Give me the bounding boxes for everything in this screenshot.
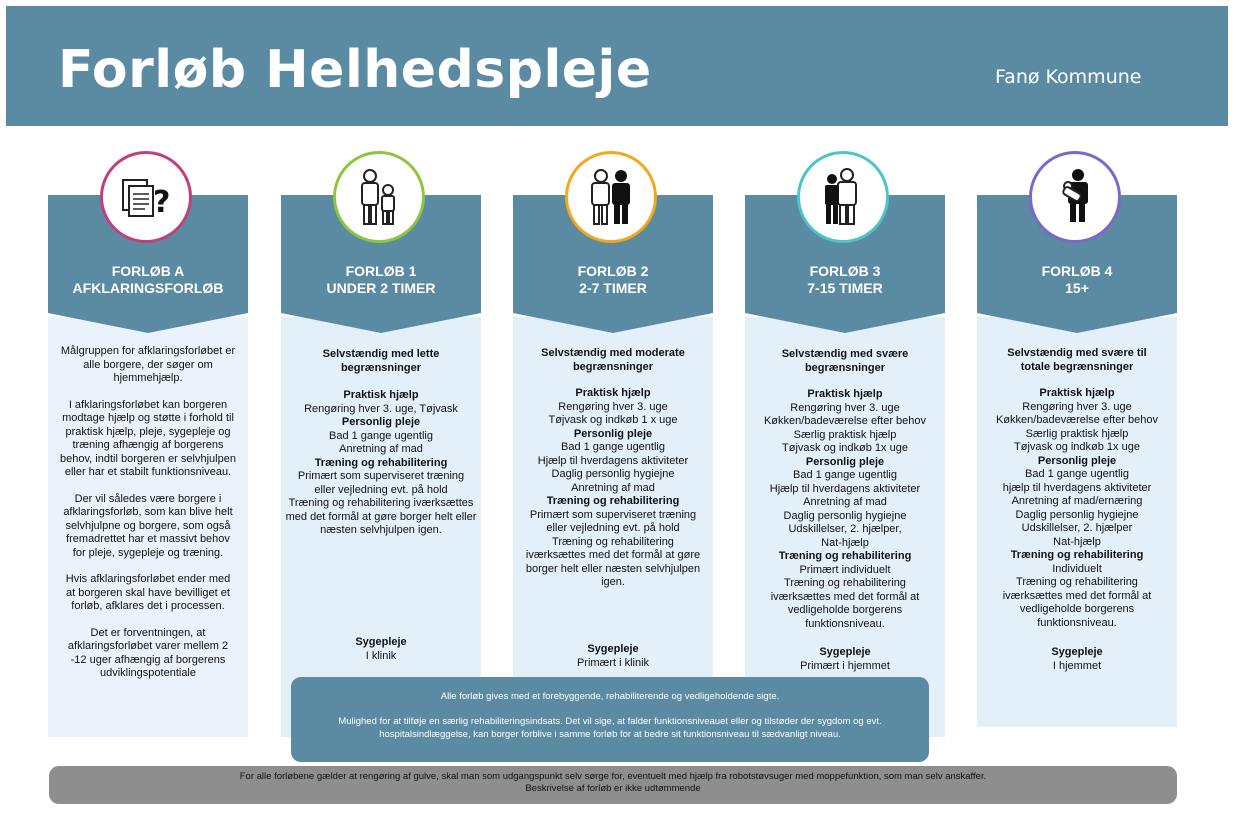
service-item: Primært som superviseret træning eller vejledning evt. på hold (529, 508, 697, 534)
municipality-name: Fanø Kommune (995, 66, 1142, 88)
documents-question-icon (100, 151, 192, 243)
service-item: Anretning af mad (803, 496, 887, 508)
service-item: Tøjvask og indkøb 1x uge (1014, 441, 1140, 453)
service-item: Bad 1 gange ugentlig (1025, 468, 1129, 480)
section-title-praktisk: Praktisk hjælp (343, 389, 419, 401)
sygepleje-block (745, 646, 945, 673)
service-item: Særlig praktisk hjælp (1025, 427, 1129, 440)
service-item: Daglig personlig hygiejne (551, 468, 675, 480)
section-title-personlig: Personlig pleje (573, 427, 653, 440)
service-item: Træning og rehabilitering iværksættes med det formål at vedligeholde borgerens funktionsniveau. (1002, 576, 1152, 629)
level-heading: Selvstændig med moderate begrænsninger (541, 347, 685, 373)
text-paragraph: Det er forventningen, at afklaringsforløbet varer mellem 2 -12 uger afhængig af borgerens udviklingspotentiale (67, 626, 229, 679)
section-title-traening: Træning og rehabilitering (314, 456, 448, 469)
column-label-1: FORLØB 4 (1041, 263, 1113, 279)
service-item: Primært i hjemmet (800, 659, 890, 672)
supported-person-icon (797, 151, 889, 243)
column-a-text (48, 345, 248, 681)
service-item: Hjælp til hverdagens aktiviteter (769, 482, 921, 495)
column-label-1: FORLØB 3 (809, 263, 881, 279)
column-2-text (513, 347, 713, 590)
service-item: Nat-hjælp (1053, 535, 1101, 548)
svg-text:?: ? (153, 185, 171, 220)
level-heading: Selvstændig med svære begrænsninger (781, 348, 909, 374)
section-title-personlig: Personlig pleje (1037, 454, 1117, 467)
section-title-traening: Træning og rehabilitering (1010, 549, 1144, 561)
section-title-sygepleje: Sygepleje (1051, 646, 1103, 658)
column-label-2: 15+ (1065, 280, 1089, 296)
service-item: Rengøring hver 3. uge (790, 401, 900, 414)
service-item: Udskillelser, 2. hjælper, (788, 523, 902, 535)
section-title-personlig: Personlig pleje (341, 416, 421, 428)
service-item: Tøjvask og indkøb 1 x uge (548, 414, 678, 426)
service-item: Træning og rehabilitering iværksættes med det formål at vedligeholde borgerens funktionsniveau. (770, 577, 920, 630)
two-people-icon (565, 151, 657, 243)
service-item: Bad 1 gange ugentlig (793, 469, 897, 481)
info-line-1: Alle forløb gives med et forebyggende, rehabiliterende og vedligeholdende sigte. (440, 691, 780, 702)
service-item: Udskillelser, 2. hjælper (1021, 522, 1133, 534)
section-title-personlig: Personlig pleje (805, 455, 885, 468)
carried-person-icon (1029, 151, 1121, 243)
text-paragraph: I afklaringsforløbet kan borgeren modtage hjælp og støtte i forhold til praktisk hjælp, pleje, sygepleje og træning afhængig af borgerens behov, indtil borgeren er selvhjulpen eller har et stabilt funktionsniveau. (60, 398, 236, 478)
column-label-2: 7-15 TIMER (807, 280, 883, 296)
service-item: Daglig personlig hygiejne (1015, 508, 1139, 521)
service-item: Særlig praktisk hjælp (793, 428, 897, 441)
sygepleje-block (513, 643, 713, 670)
column-label-1: FORLØB A (111, 263, 185, 279)
sygepleje-block (977, 646, 1177, 673)
column-3-text (745, 348, 945, 631)
adult-child-icon (333, 151, 425, 243)
info-line-2: Mulighed for at tilføje en særlig rehabiliteringsindsats. Det vil sige, at falder funktionsniveauet eller og tilstøder der sygdom og evt. hospitalsindlæggelse, kan borger forblive i samme forløb for at bedre sit funktionsniveau til sædvanligt niveau. (338, 716, 882, 740)
text-paragraph: Der vil således være borgere i afklaringsforløb, som kan blive helt selvhjulpne og borgere, som også fremadrettet har et massivt behov for pleje, sygepleje og træning. (63, 492, 233, 559)
service-item: Daglig personlig hygiejne (783, 509, 907, 522)
column-label-1: FORLØB 1 (345, 263, 417, 279)
level-heading: Selvstændig med lette begrænsninger (322, 348, 440, 374)
service-item: Anretning af mad (571, 481, 655, 494)
info-box (291, 677, 929, 762)
section-title-sygepleje: Sygepleje (587, 643, 639, 655)
service-item: Rengøring hver 3. uge, Tøjvask (304, 402, 458, 415)
footer-line-2: Beskrivelse af forløb er ikke udtømmende (525, 783, 701, 794)
service-item: Tøjvask og indkøb 1x uge (782, 442, 908, 454)
service-item: Individuelt (1052, 562, 1102, 575)
service-item: Rengøring hver 3. uge (558, 400, 668, 413)
column-1-text (281, 348, 481, 538)
service-item: I klinik (365, 649, 397, 662)
service-item: Rengøring hver 3. uge (1022, 400, 1132, 413)
section-title-sygepleje: Sygepleje (355, 636, 407, 648)
section-title-sygepleje: Sygepleje (819, 646, 871, 658)
section-title-praktisk: Praktisk hjælp (1039, 387, 1115, 399)
column-label-2: UNDER 2 TIMER (326, 280, 436, 296)
text-paragraph: Hvis afklaringsforløbet ender med at borgeren skal have bevilliget et forløb, afklares det i processen. (65, 573, 231, 612)
column-label-1: FORLØB 2 (577, 263, 649, 279)
service-item: I hjemmet (1052, 659, 1102, 672)
service-item: Primært som superviseret træning eller vejledning evt. på hold (297, 470, 465, 496)
service-item: Køkken/badeværelse efter behov (995, 414, 1159, 426)
footer-line-1: For alle forløbene gælder at rengøring af gulve, skal man som udgangspunkt selv sørge for, eventuelt med hjælp fra robotstøvsuger med moppefunktion, som man selv anskaffer. (239, 771, 987, 782)
footer-note (49, 766, 1177, 804)
section-title-praktisk: Praktisk hjælp (575, 387, 651, 399)
service-item: Anretning af mad/ernæring (1011, 495, 1143, 507)
service-item: Træning og rehabilitering iværksættes med det formål at gøre borger helt eller næsten selvhjulpen igen. (525, 535, 701, 588)
service-item: hjælp til hverdagens aktiviteter (1002, 481, 1152, 494)
service-item: Anretning af mad (339, 443, 423, 455)
column-label-2: 2-7 TIMER (579, 280, 647, 296)
section-title-traening: Træning og rehabilitering (546, 495, 680, 507)
service-item: Hjælp til hverdagens aktiviteter (537, 454, 689, 467)
service-item: Nat-hjælp (821, 536, 869, 549)
column-4-text (977, 347, 1177, 630)
service-item: Køkken/badeværelse efter behov (763, 415, 927, 427)
service-item: Træning og rehabilitering iværksættes med det formål at gøre borger helt eller næsten selvhjulpen igen. (285, 497, 477, 536)
section-title-traening: Træning og rehabilitering (778, 550, 912, 562)
section-title-praktisk: Praktisk hjælp (807, 388, 883, 400)
level-heading: Selvstændig med svære til totale begrænsninger (1007, 347, 1147, 373)
sygepleje-block (281, 636, 481, 663)
service-item: Bad 1 gange ugentlig (329, 429, 433, 442)
service-item: Primært individuelt (799, 563, 891, 576)
service-item: Bad 1 gange ugentlig (561, 441, 665, 453)
column-label-2: AFKLARINGSFORLØB (72, 280, 224, 296)
service-item: Primært i klinik (576, 656, 650, 669)
header-banner (6, 6, 1228, 126)
page-title: Forløb Helhedspleje (58, 40, 652, 100)
text-paragraph: Målgruppen for afklaringsforløbet er alle borgere, der søger om hjemmehjælp. (60, 345, 236, 384)
